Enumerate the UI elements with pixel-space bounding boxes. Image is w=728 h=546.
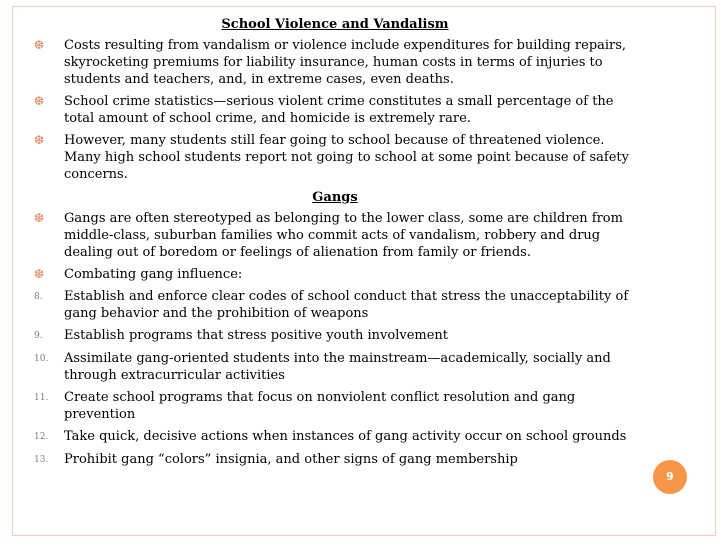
item-number: 12. bbox=[34, 432, 49, 442]
numbered-item bbox=[30, 428, 640, 446]
item-number: 10. bbox=[34, 354, 49, 364]
bullet-icon: ❆ bbox=[34, 267, 45, 281]
item-number: 13. bbox=[34, 455, 49, 465]
list-item bbox=[30, 266, 640, 283]
gangs-bullet-list bbox=[30, 210, 640, 283]
slide-content bbox=[30, 10, 640, 474]
numbered-item bbox=[30, 389, 640, 423]
numbered-item-text: Take quick, decisive actions when instances of gang activity occur on school grounds bbox=[64, 429, 627, 444]
bullet-icon: ❆ bbox=[34, 38, 45, 52]
list-item bbox=[30, 93, 640, 127]
list-item-text: Costs resulting from vandalism or violence include expenditures for building repairs, skyrocketing premiums for liability insurance, human costs in terms of injuries to students and teachers, and, in extreme cases, even deaths. bbox=[64, 38, 627, 87]
item-number: 8. bbox=[34, 292, 43, 302]
numbered-item bbox=[30, 451, 640, 469]
item-number: 11. bbox=[34, 393, 49, 403]
numbered-item bbox=[30, 350, 640, 384]
numbered-item-text: Establish and enforce clear codes of school conduct that stress the unacceptability of gang behavior and the prohibition of weapons bbox=[64, 289, 629, 321]
list-item-text: Gangs are often stereotyped as belonging to the lower class, some are children from middle-class, suburban families who commit acts of vandalism, robbery and drug dealing out of boredom or feelings of alienation from family or friends. bbox=[64, 211, 623, 260]
numbered-item bbox=[30, 288, 640, 322]
list-item bbox=[30, 132, 640, 183]
numbered-list bbox=[30, 288, 640, 469]
slide-title: School Violence and Vandalism bbox=[221, 17, 449, 32]
bullet-icon: ❆ bbox=[34, 211, 45, 225]
bullet-icon: ❆ bbox=[34, 133, 45, 147]
list-item-text: Combating gang influence: bbox=[64, 267, 243, 282]
numbered-item-text: Prohibit gang “colors” insignia, and other signs of gang membership bbox=[64, 452, 518, 467]
list-item-text: However, many students still fear going to school because of threatened violence. Many high school students report not going to school at some point because of safety concerns. bbox=[64, 133, 629, 182]
numbered-item-text: Create school programs that focus on nonviolent conflict resolution and gang prevention bbox=[64, 390, 576, 422]
violence-bullet-list bbox=[30, 37, 640, 183]
numbered-item-text: Establish programs that stress positive youth involvement bbox=[64, 328, 449, 343]
numbered-item bbox=[30, 327, 640, 345]
list-item bbox=[30, 210, 640, 261]
list-item-text: School crime statistics—serious violent crime constitutes a small percentage of the total amount of school crime, and homicide is extremely rare. bbox=[64, 94, 614, 126]
numbered-item-text: Assimilate gang-oriented students into the mainstream—academically, socially and through extracurricular activities bbox=[64, 351, 611, 383]
page-number-badge: 9 bbox=[653, 460, 687, 494]
bullet-icon: ❆ bbox=[34, 94, 45, 108]
section-heading-gangs: Gangs bbox=[312, 190, 358, 205]
list-item bbox=[30, 37, 640, 88]
item-number: 9. bbox=[34, 331, 43, 341]
